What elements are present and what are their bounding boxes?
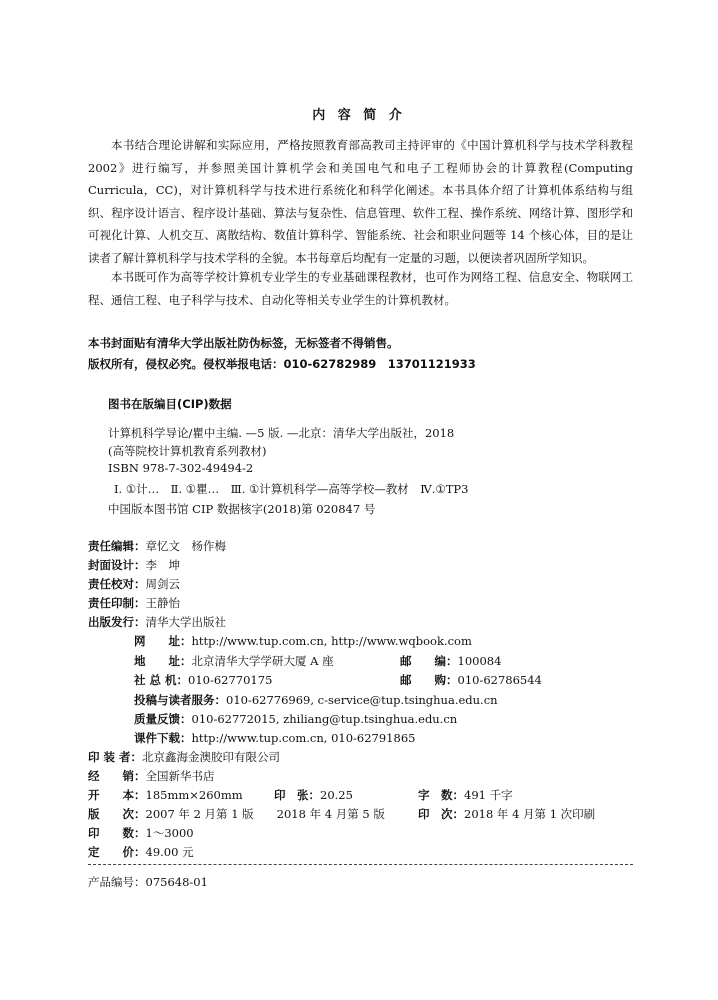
field-value: 49.00 元 xyxy=(145,845,194,859)
field-value: 010-62770175 xyxy=(188,673,273,687)
credit-proof xyxy=(88,576,180,592)
credit-print xyxy=(88,595,180,611)
cip-line: ISBN 978-7-302-49494-2 xyxy=(108,461,254,475)
field-value: 20.25 xyxy=(320,788,353,802)
field-label: 地 址： xyxy=(134,654,192,668)
spec-copies xyxy=(88,825,194,841)
credit-cover xyxy=(88,557,180,573)
field-value: 1～3000 xyxy=(145,826,194,840)
credit-label: 责任编辑： xyxy=(88,539,146,553)
field-value: 2007 年 2 月第 1 版 2018 年 4 月第 5 版 xyxy=(145,807,385,821)
field-value: 185mm×260mm xyxy=(145,788,243,802)
field-label: 质量反馈： xyxy=(134,712,192,726)
field-label: 投稿与读者服务： xyxy=(134,693,226,707)
credit-label: 责任校对： xyxy=(88,577,146,591)
divider-dashed xyxy=(88,864,633,865)
field-label: 印 次： xyxy=(418,807,464,821)
product-code xyxy=(88,874,208,890)
field-value: 075648-01 xyxy=(145,875,208,889)
publisher-mail-order xyxy=(400,672,542,688)
credit-value: 周剑云 xyxy=(145,577,180,591)
credit-label: 责任印制： xyxy=(88,596,146,610)
credit-publisher xyxy=(88,614,226,630)
anti-counterfeit-notice: 本书封面贴有清华大学出版社防伪标签，无标签者不得销售。 xyxy=(88,336,399,350)
credit-label: 出版发行： xyxy=(88,615,146,629)
field-value: 491 千字 xyxy=(464,788,513,802)
cip-line: 中国版本图书馆 CIP 数据核字(2018)第 020847 号 xyxy=(108,502,376,516)
field-label: 社 总 机： xyxy=(134,673,189,687)
field-label: 印 装 者： xyxy=(88,750,143,764)
intro-paragraph-2: 本书既可作为高等学校计算机专业学生的专业基础课程教材，也可作为网络工程、信息安全、物联网工程、通信工程、电子科学与技术、自动化等相关专业学生的计算机教材。 xyxy=(88,270,633,307)
field-label: 版 次： xyxy=(88,807,146,821)
field-value: 北京清华大学学研大厦 A 座 xyxy=(191,654,334,668)
publisher-address xyxy=(134,653,334,669)
field-label: 字 数： xyxy=(418,788,464,802)
copyright-notice: 版权所有，侵权必究。侵权举报电话：010-62782989 13701121933 xyxy=(88,357,476,371)
credit-value: 章忆文 杨作梅 xyxy=(145,539,226,553)
field-value: 010-62772015, zhiliang@tup.tsinghua.edu.cn xyxy=(191,712,458,726)
spec-word-count xyxy=(418,787,513,803)
cip-line: (高等院校计算机教育系列教材) xyxy=(108,444,267,458)
spec-sheets xyxy=(274,787,353,803)
field-value: http://www.tup.com.cn, http://www.wqbook.com xyxy=(191,634,472,648)
cip-line: 计算机科学导论/瞿中主编. —5 版. —北京：清华大学出版社，2018 xyxy=(108,426,455,440)
spec-impression xyxy=(418,806,595,822)
field-value: 100084 xyxy=(457,654,502,668)
spec-distributor xyxy=(88,768,215,784)
spec-printer xyxy=(88,749,280,765)
field-label: 印 张： xyxy=(274,788,320,802)
spec-price xyxy=(88,844,194,860)
publisher-web xyxy=(134,633,472,649)
field-label: 课件下载： xyxy=(134,731,192,745)
credit-value: 王静怡 xyxy=(145,596,180,610)
field-label: 邮 编： xyxy=(400,654,458,668)
cip-heading: 图书在版编目(CIP)数据 xyxy=(108,397,232,411)
publisher-zip xyxy=(400,653,501,669)
field-value: 全国新华书店 xyxy=(145,769,215,783)
field-label: 邮 购： xyxy=(400,673,458,687)
cip-line: Ⅰ. ①计… Ⅱ. ①瞿… Ⅲ. ①计算机科学—高等学校—教材 Ⅳ.①TP3 xyxy=(114,482,469,496)
page-title: 内 容 简 介 xyxy=(312,108,406,123)
field-value: 010-62776969, c-service@tup.tsinghua.edu.cn xyxy=(226,693,498,707)
field-label: 定 价： xyxy=(88,845,146,859)
publisher-download xyxy=(134,730,415,746)
intro-paragraph-1: 本书结合理论讲解和实际应用，严格按照教育部高教司主持评审的《中国计算机科学与技术学科教程 2002》进行编写，并参照美国计算机学会和美国电气和电子工程师协会的计算教程(Computing Curricula，CC)，对计算机科学与技术进行系统化和科学化阐述。本书具体介绍了计算机体系结构与组织、程序设计语言、程序设计基础、算法与复杂性、信息管理、软件工程、操作系统、网络计算、图形学和可视化计算、人机交互、离散结构、数值计算科学、智能系统、社会和职业问题等 14 个核心体，目的是让读者了解计算机科学与技术学科的全貌。本书每章后均配有一定量的习题，以便读者巩固所学知识。 xyxy=(88,138,633,265)
field-label: 网 址： xyxy=(134,634,192,648)
field-label: 产品编号： xyxy=(88,875,146,889)
field-value: http://www.tup.com.cn, 010-62791865 xyxy=(191,731,416,745)
publisher-service xyxy=(134,692,498,708)
publisher-quality xyxy=(134,711,457,727)
spec-edition xyxy=(88,806,385,822)
publisher-switchboard xyxy=(134,672,272,688)
credit-value: 李 坤 xyxy=(145,558,180,572)
field-value: 北京鑫海金澳胶印有限公司 xyxy=(142,750,281,764)
field-label: 印 数： xyxy=(88,826,146,840)
spec-format xyxy=(88,787,243,803)
field-label: 开 本： xyxy=(88,788,146,802)
field-value: 010-62786544 xyxy=(457,673,542,687)
field-label: 经 销： xyxy=(88,769,146,783)
credit-editor xyxy=(88,538,226,554)
credit-label: 封面设计： xyxy=(88,558,146,572)
credit-value: 清华大学出版社 xyxy=(145,615,226,629)
field-value: 2018 年 4 月第 1 次印刷 xyxy=(464,807,596,821)
